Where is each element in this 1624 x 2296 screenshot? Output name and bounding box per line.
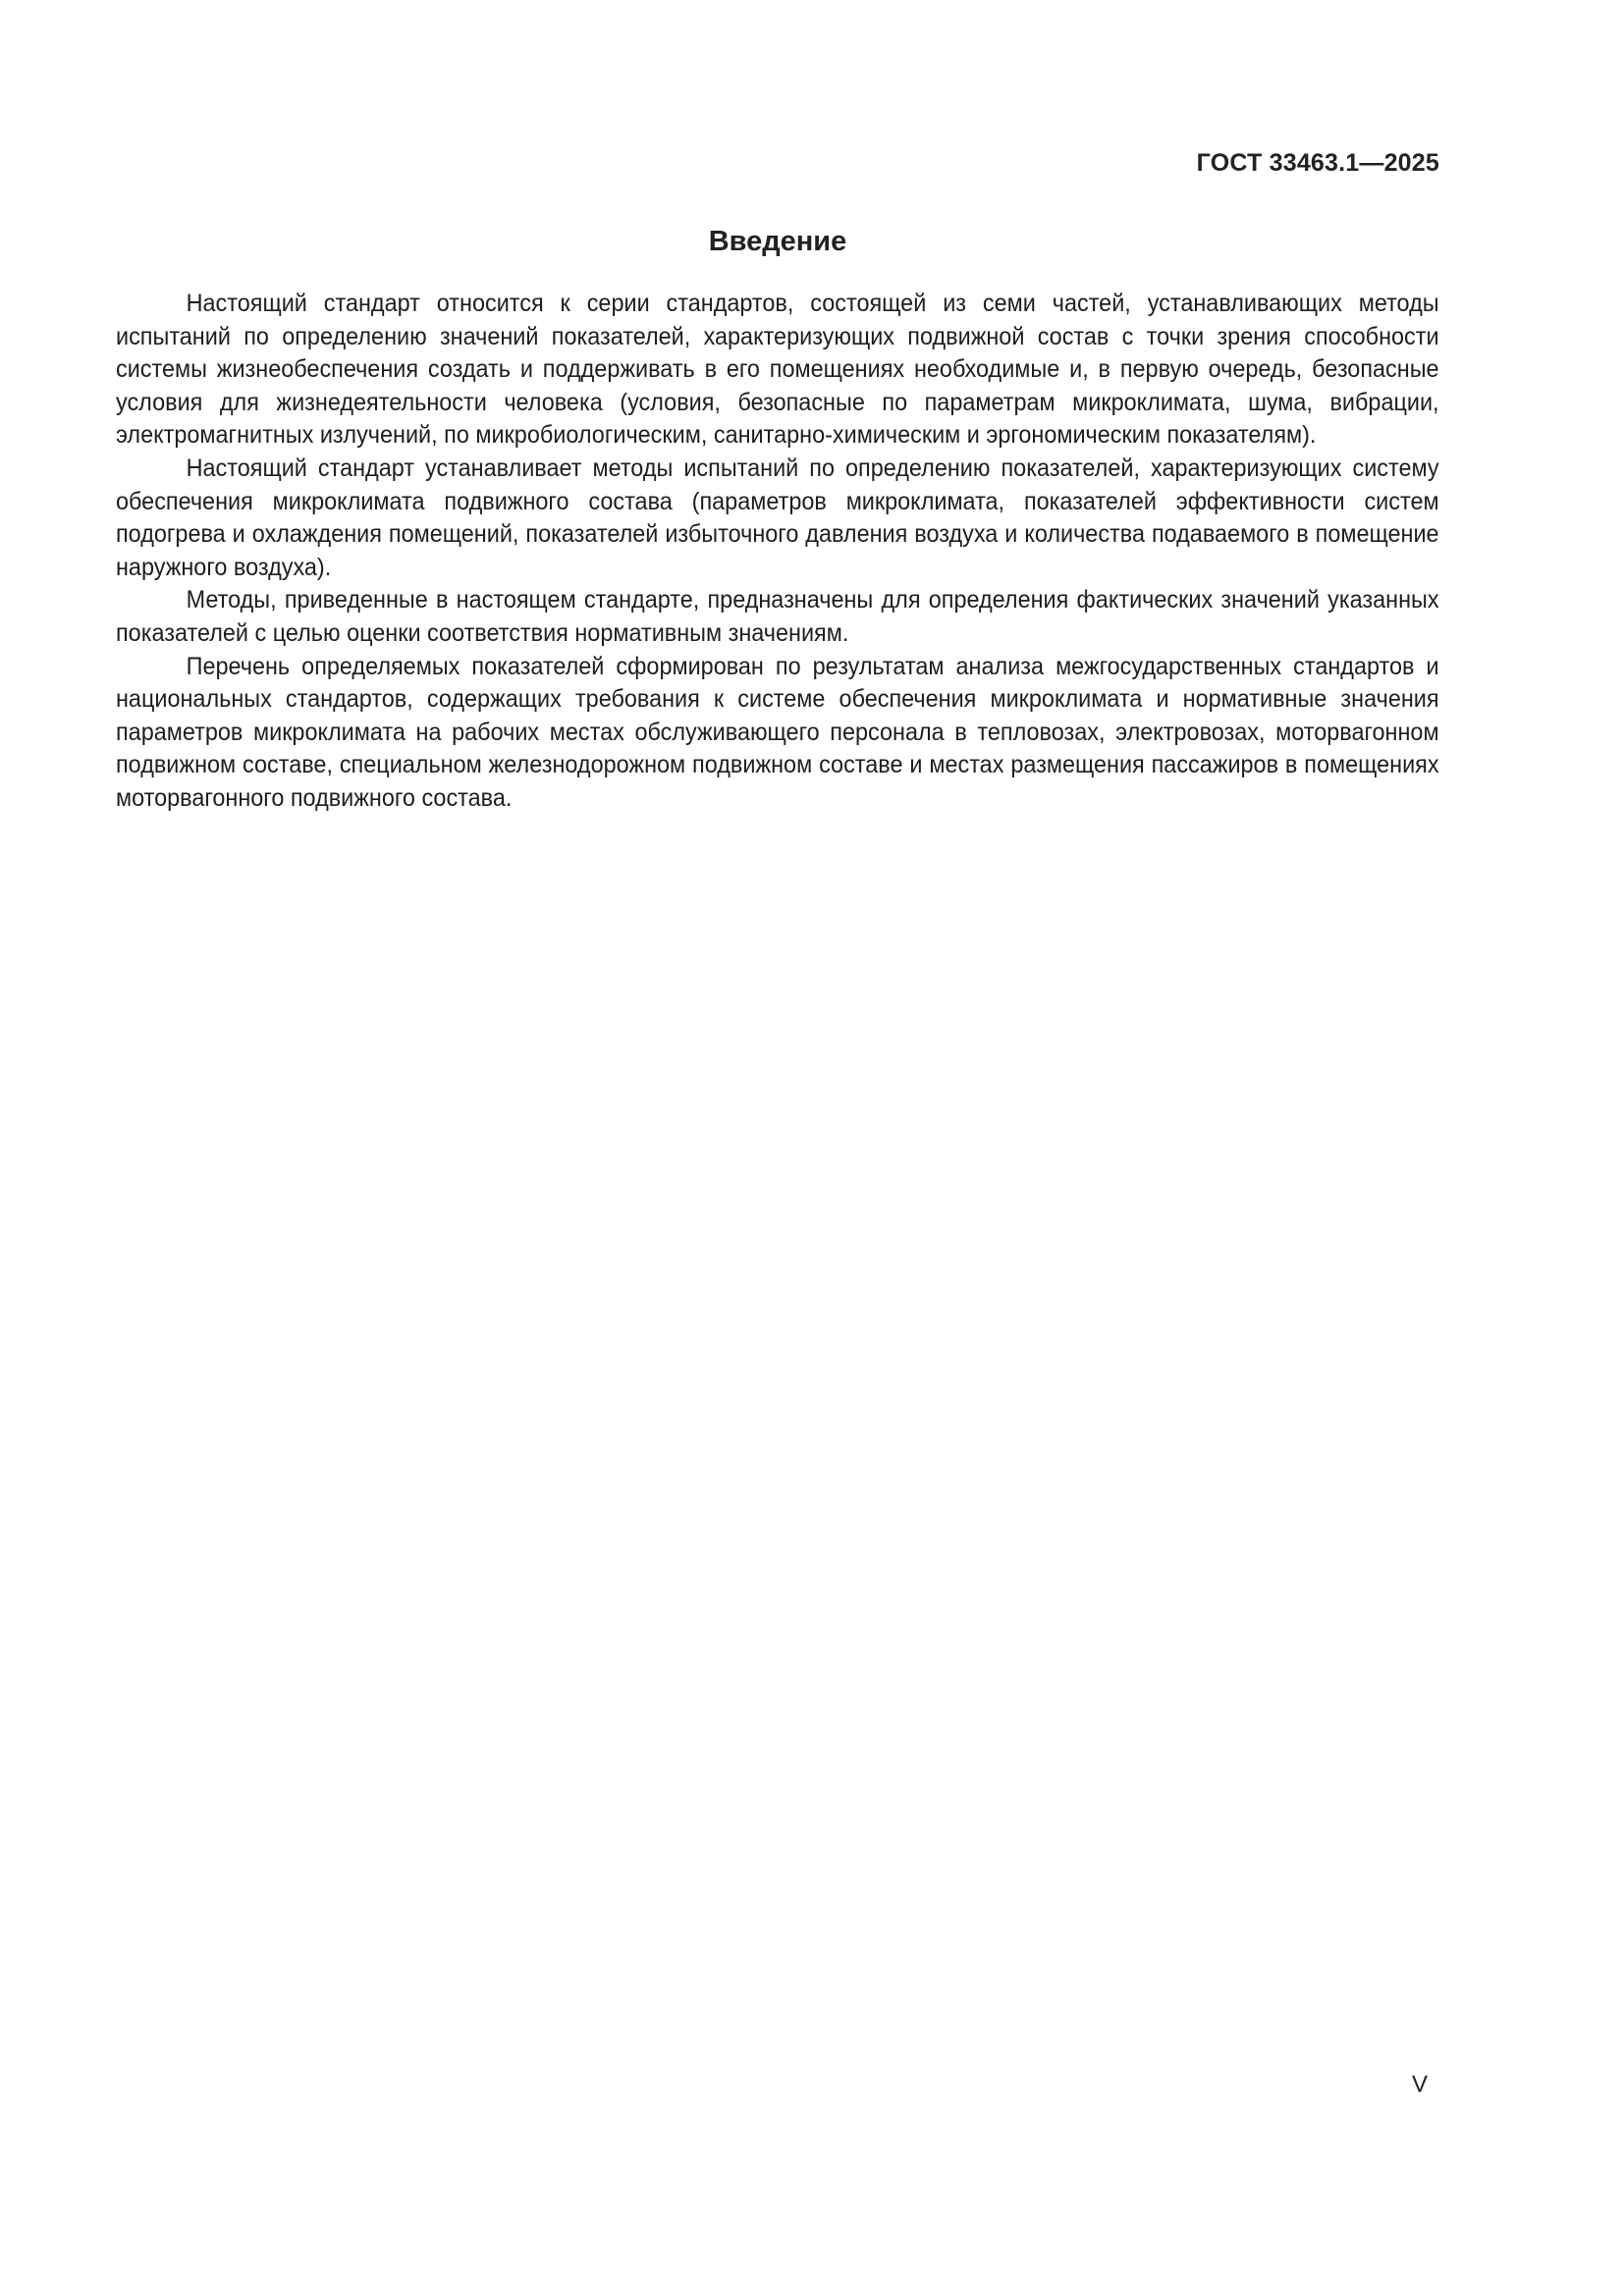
section-body: [116, 288, 1439, 816]
paragraph-3: Методы, приведенные в настоящем стандарте, предназначены для определения фактических значений указанных показателей с целью оценки соответствия нормативным значениям.: [116, 586, 1439, 647]
paragraph-1: Настоящий стандарт относится к серии стандартов, состоящей из семи частей, устанавливающих методы испытаний по определению значений показателей, характеризующих подвижной состав с точки зрения способности системы жизнеобеспечения создать и поддерживать в его помещениях необходимые и, в первую очередь, безопасные условия для жизнедеятельности человека (условия, безопасные по параметрам микроклимата, шума, вибрации, электромагнитных излучений, по микробиологическим, санитарно-химическим и эргономическим показателям).: [116, 290, 1439, 450]
section-title: Введение: [708, 226, 847, 257]
document-code-header: ГОСТ 33463.1—2025: [1196, 149, 1439, 177]
page-number: V: [1412, 2071, 1429, 2098]
paragraph-4: Перечень определяемых показателей сформирован по результатам анализа межгосударственных стандартов и национальных стандартов, содержащих требования к системе обеспечения микроклимата и нормативные значения параметров микроклимата на рабочих местах обслуживающего персонала в тепловозах, электровозах, моторвагонном подвижном составе, специальном железнодорожном подвижном составе и местах размещения пассажиров в помещениях моторвагонного подвижного состава.: [116, 652, 1439, 812]
paragraph-2: Настоящий стандарт устанавливает методы испытаний по определению показателей, характеризующих систему обеспечения микроклимата подвижного состава (параметров микроклимата, показателей эффективности систем подогрева и охлаждения помещений, показателей избыточного давления воздуха и количества подаваемого в помещение наружного воздуха).: [116, 454, 1439, 581]
